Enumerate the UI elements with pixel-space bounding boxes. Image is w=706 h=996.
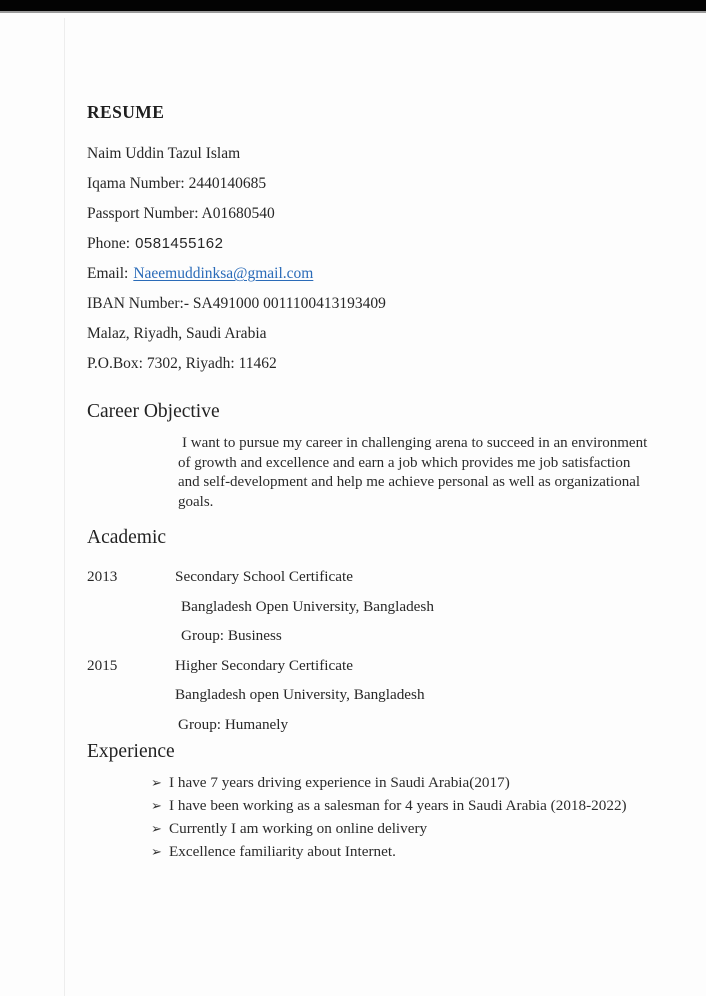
- arrow-bullet-icon: ➢: [151, 844, 162, 859]
- academic-detail: Bangladesh open University, Bangladesh: [175, 686, 425, 703]
- academic-year: [87, 710, 175, 740]
- address-line: Malaz, Riyadh, Saudi Arabia: [87, 325, 267, 342]
- arrow-bullet-icon: ➢: [151, 775, 162, 790]
- academic-row: [87, 651, 668, 681]
- career-objective-text: I want to pursue my career in challenging arena to succeed in an environment of growth and excellence and earn a job which provides me job satisfaction and self-development and help me achieve personal as well as organizational goals.: [178, 435, 648, 510]
- academic-row: [87, 592, 668, 622]
- document-content: [0, 101, 706, 863]
- academic-detail: Higher Secondary Certificate: [175, 656, 353, 674]
- experience-item-text: I have been working as a salesman for 4 years in Saudi Arabia (2018-2022): [169, 797, 627, 814]
- experience-item-text: Currently I am working on online delivery: [169, 820, 428, 837]
- iban-number-line: IBAN Number:- SA491000 0011100413193409: [87, 295, 386, 312]
- academic-detail: Secondary School Certificate: [175, 568, 353, 585]
- academic-year: [87, 621, 175, 651]
- academic-year: [87, 680, 175, 710]
- academic-year: 2013: [87, 568, 118, 585]
- experience-item-text: Excellence familiarity about Internet.: [169, 843, 396, 860]
- list-item: [151, 817, 651, 840]
- list-item: [151, 771, 651, 794]
- academic-year: [87, 592, 175, 622]
- phone-line: [87, 229, 668, 259]
- resume-title: RESUME: [87, 102, 165, 122]
- email-link[interactable]: Naeemuddinksa@gmail.com: [133, 265, 314, 282]
- passport-number-line: Passport Number: A01680540: [87, 205, 275, 222]
- experience-list: [151, 771, 651, 863]
- top-bar: [0, 0, 706, 13]
- academic-heading: Academic: [87, 527, 167, 548]
- name-line: Naim Uddin Tazul Islam: [87, 145, 241, 162]
- personal-info-block: [87, 139, 668, 379]
- list-item: [151, 794, 651, 817]
- email-line: [87, 259, 668, 289]
- academic-row: [87, 680, 668, 710]
- academic-row: [87, 710, 668, 740]
- phone-value: 0581455162: [135, 235, 224, 252]
- academic-detail: Group: Humanely: [178, 715, 289, 733]
- academic-year: 2015: [87, 656, 118, 674]
- career-objective-heading: Career Objective: [87, 401, 220, 422]
- phone-label: Phone:: [87, 235, 131, 252]
- arrow-bullet-icon: ➢: [151, 821, 162, 836]
- academic-row: [87, 621, 668, 651]
- experience-item-text: I have 7 years driving experience in Saudi Arabia(2017): [169, 774, 510, 791]
- email-label: Email:: [87, 265, 129, 282]
- list-item: [151, 840, 651, 863]
- academic-table: [87, 562, 668, 739]
- academic-detail: Group: Business: [181, 627, 282, 644]
- academic-row: [87, 562, 668, 592]
- experience-heading: Experience: [87, 741, 175, 762]
- academic-detail: Bangladesh Open University, Bangladesh: [181, 597, 434, 615]
- arrow-bullet-icon: ➢: [151, 798, 162, 813]
- pobox-line: P.O.Box: 7302, Riyadh: 11462: [87, 355, 277, 372]
- iqama-number-line: Iqama Number: 2440140685: [87, 175, 267, 192]
